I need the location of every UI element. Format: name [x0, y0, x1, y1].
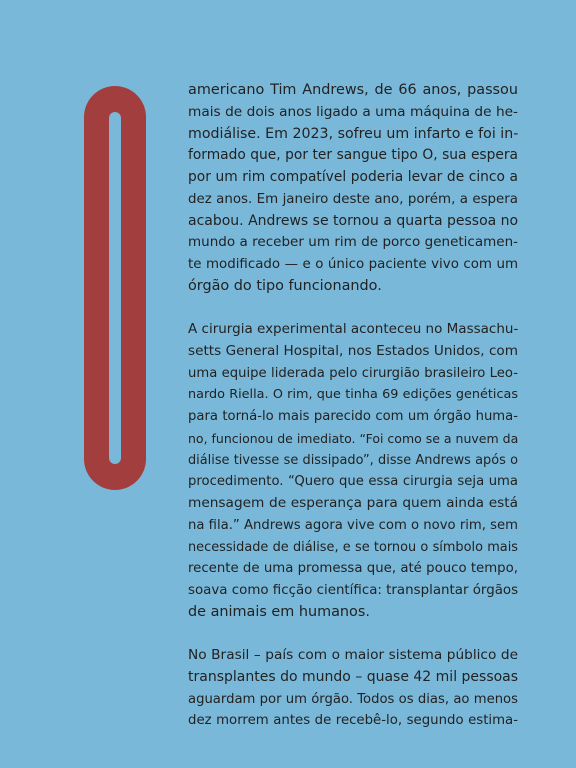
text-line: A cirurgia experimental aconteceu no Massachu- — [188, 321, 519, 337]
text-line: procedimento. “Quero que essa cirurgia seja uma — [188, 474, 518, 490]
text-line: setts General Hospital, nos Estados Unidos, com — [188, 342, 518, 359]
text-line: mundo a receber um rim de porco geneticamen- — [188, 234, 518, 251]
drop-cap-o — [84, 86, 146, 490]
drop-cap-counter — [109, 112, 121, 464]
text-line: acabou. Andrews se tornou a quarta pessoa no — [188, 212, 519, 229]
text-line: necessidade de diálise, e se tornou o símbolo mais — [188, 539, 518, 555]
text-line: recente de uma promessa que, até pouco tempo, — [188, 561, 518, 577]
text-line: diálise tivesse se dissipado”, disse Andrews após o — [188, 452, 518, 468]
text-line: te modificado — e o único paciente vivo com um — [188, 257, 518, 272]
text-line: formado que, por ter sangue tipo O, sua espera — [188, 147, 518, 164]
text-line: nardo Riella. O rim, que tinha 69 edições genéticas — [188, 387, 518, 403]
paragraph-3 — [188, 645, 518, 732]
text-line: uma equipe liderada pelo cirurgião brasileiro Leo- — [188, 365, 518, 381]
text-line: na fila.” Andrews agora vive com o novo rim, sem — [188, 517, 518, 533]
paragraph-1 — [188, 80, 518, 298]
text-line: de animais em humanos. — [188, 603, 370, 620]
text-line: aguardam por um órgão. Todos os dias, ao menos — [188, 691, 518, 707]
paragraph-2 — [188, 319, 518, 624]
text-line: mensagem de esperança para quem ainda está — [188, 495, 518, 511]
text-line: por um rim compatível poderia levar de cinco a — [188, 169, 518, 185]
text-line: para torná-lo mais parecido com um órgão huma- — [188, 409, 518, 424]
text-line: transplantes do mundo – quase 42 mil pessoas — [188, 668, 519, 685]
article-body — [188, 80, 518, 754]
text-line: no, funcionou de imediato. “Foi como se a nuvem da — [188, 430, 519, 446]
text-line: dez anos. Em janeiro deste ano, porém, a espera — [188, 191, 518, 207]
text-line: No Brasil – país com o maior sistema público de — [188, 647, 518, 663]
text-line: órgão do tipo funcionando. — [188, 277, 382, 294]
text-line: mais de dois anos ligado a uma máquina de he- — [188, 103, 518, 120]
text-line: soava como ficção científica: transplantar órgãos — [188, 583, 519, 598]
text-line: dez morrem antes de recebê-lo, segundo estima- — [188, 713, 518, 729]
text-line: modiálise. Em 2023, sofreu um infarto e foi in- — [188, 125, 519, 142]
text-line: americano Tim Andrews, de 66 anos, passou — [188, 82, 518, 98]
